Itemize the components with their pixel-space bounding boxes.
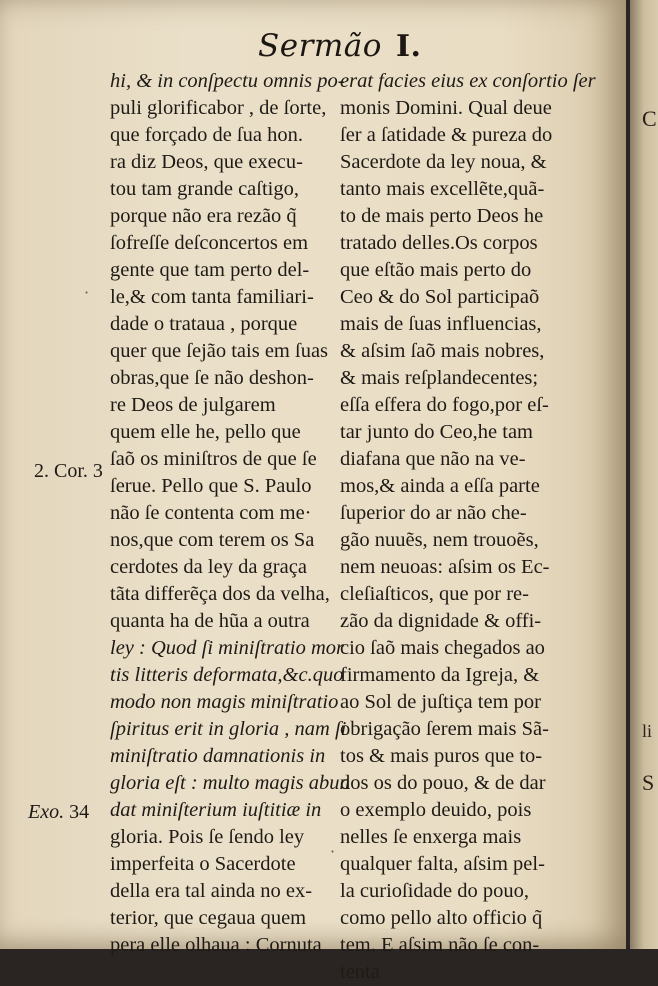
text-line: dade o trataua , porque — [110, 313, 298, 335]
text-line: quem elle he, pello que — [110, 421, 301, 443]
text-line: erat facies eius ex conſortio ſer — [340, 70, 596, 92]
text-line: nelles ſe enxerga mais — [340, 826, 522, 848]
text-line: ao Sol de juſtiça tem por — [340, 691, 541, 713]
text-line: le,& com tanta familiari- — [110, 286, 314, 308]
margin-note-exodus — [28, 801, 89, 824]
text-line: Sacerdote da ley noua, & — [340, 151, 547, 173]
text-line: como pello alto officio q̃ — [340, 907, 543, 929]
text-line: porque não era rezão q̃ — [110, 205, 297, 227]
text-line: quer que ſejão tais em ſuas — [110, 340, 329, 362]
text-line: cleſiaſticos, que por re- — [340, 583, 529, 605]
text-line: nos,que com terem os Sa — [110, 529, 315, 551]
text-line: la curioſidade do pouo, — [340, 880, 530, 902]
header-title: Sermão — [258, 28, 382, 64]
text-line: tratado delles.Os corpos — [340, 232, 538, 254]
text-line: tou tam grande caſtigo, — [110, 178, 299, 200]
text-line: dos os do pouo, & de dar — [340, 772, 546, 794]
margin-note-exodus-chapter: 34 — [69, 801, 90, 823]
text-line: monis Domini. Qual deue — [340, 97, 552, 119]
text-line: hi, & in conſpectu omnis po- — [110, 70, 345, 92]
left-text-column — [110, 68, 350, 959]
text-line: eſſa eſfera do fogo,por eſ- — [340, 394, 549, 416]
edge-letter: C — [642, 106, 657, 131]
text-line: zão da dignidade & offi- — [340, 610, 542, 632]
text-line: ſuperior do ar não che- — [340, 502, 527, 524]
text-line: nem neuoas: aſsim os Ec- — [340, 556, 550, 578]
ink-speck: · — [330, 842, 336, 861]
header-number: I. — [395, 29, 422, 64]
text-line: ſerue. Pello que S. Paulo — [110, 475, 312, 497]
text-line: puli glorificabor , de ſorte, — [110, 97, 327, 119]
text-line: imperfeita o Sacerdote — [110, 853, 296, 875]
text-line: pera elle olhaua : Cornuta — [110, 934, 322, 956]
edge-letter: li — [642, 721, 653, 741]
next-page-edge — [630, 0, 658, 949]
text-line: & aſsim ſaõ mais nobres, — [340, 340, 545, 362]
text-line: ley : Quod ſi miniſtratio mor — [110, 637, 345, 659]
text-line: modo non magis miniſtratio — [110, 691, 339, 713]
text-line: cerdotes da ley da graça — [110, 556, 307, 578]
text-line: dat miniſterium iuſtitiæ in — [110, 799, 322, 821]
text-line: mais de ſuas influencias, — [340, 313, 542, 335]
text-line: to de mais perto Deos he — [340, 205, 544, 227]
text-line: & mais reſplandecentes; — [340, 367, 539, 389]
text-line: ſaõ os miniſtros de que ſe — [110, 448, 317, 470]
text-line: cio ſaõ mais chegados ao — [340, 637, 545, 659]
text-line: gloria eſt : multo magis abun — [110, 772, 350, 794]
margin-note-corinthians: 2. Cor. 3 — [34, 460, 103, 482]
text-line: ſer a ſatidade & pureza do — [340, 124, 553, 146]
text-line: quanta ha de hũa a outra — [110, 610, 310, 632]
text-line: não ſe contenta com me· — [110, 502, 312, 524]
text-line: tem. E aſsim não ſe con- — [340, 934, 540, 956]
page-header — [258, 28, 421, 64]
text-line: obrigação ſerem mais Sã- — [340, 718, 549, 740]
text-line: tãta differẽça dos da velha, — [110, 583, 330, 605]
text-line: tar junto do Ceo,he tam — [340, 421, 533, 443]
text-line: o exemplo deuido, pois — [340, 799, 532, 821]
text-line: re Deos de julgarem — [110, 394, 276, 416]
text-line: que eſtão mais perto do — [340, 259, 532, 281]
text-line: gente que tam perto del- — [110, 259, 310, 281]
text-line: ſofreſſe deſconcertos em — [110, 232, 309, 254]
text-line: qualquer falta, aſsim pel- — [340, 853, 545, 875]
text-line: ra diz Deos, que execu- — [110, 151, 303, 173]
margin-note-exodus-book: Exo. — [28, 801, 65, 823]
text-line: firmamento da Igreja, & — [340, 664, 540, 686]
text-line: obras,que ſe não deshon- — [110, 367, 314, 389]
text-line: que forçado de ſua hon. — [110, 124, 303, 146]
text-line: gão nuuẽs, nem trouoẽs, — [340, 529, 539, 551]
text-line: tanto mais excellẽte,quã- — [340, 178, 545, 200]
ink-speck: · — [84, 283, 90, 302]
text-line: mos,& ainda a eſſa parte — [340, 475, 540, 497]
text-line: diafana que não na ve- — [340, 448, 526, 470]
text-line: tis litteris deformata,&c.quo — [110, 664, 344, 686]
text-line: gloria. Pois ſe ſendo ley — [110, 826, 305, 848]
edge-letter: S — [642, 770, 655, 795]
text-line: terior, que cegaua quem — [110, 907, 307, 929]
text-line: tos & mais puros que to- — [340, 745, 543, 767]
text-line: tenta — [340, 961, 380, 983]
text-line: Ceo & do Sol participaõ — [340, 286, 540, 308]
text-line: ſpiritus erit in gloria , nam ſi — [110, 718, 347, 740]
text-line: miniſtratio damnationis in — [110, 745, 326, 767]
right-text-column — [340, 68, 596, 986]
text-line: della era tal ainda no ex- — [110, 880, 313, 902]
